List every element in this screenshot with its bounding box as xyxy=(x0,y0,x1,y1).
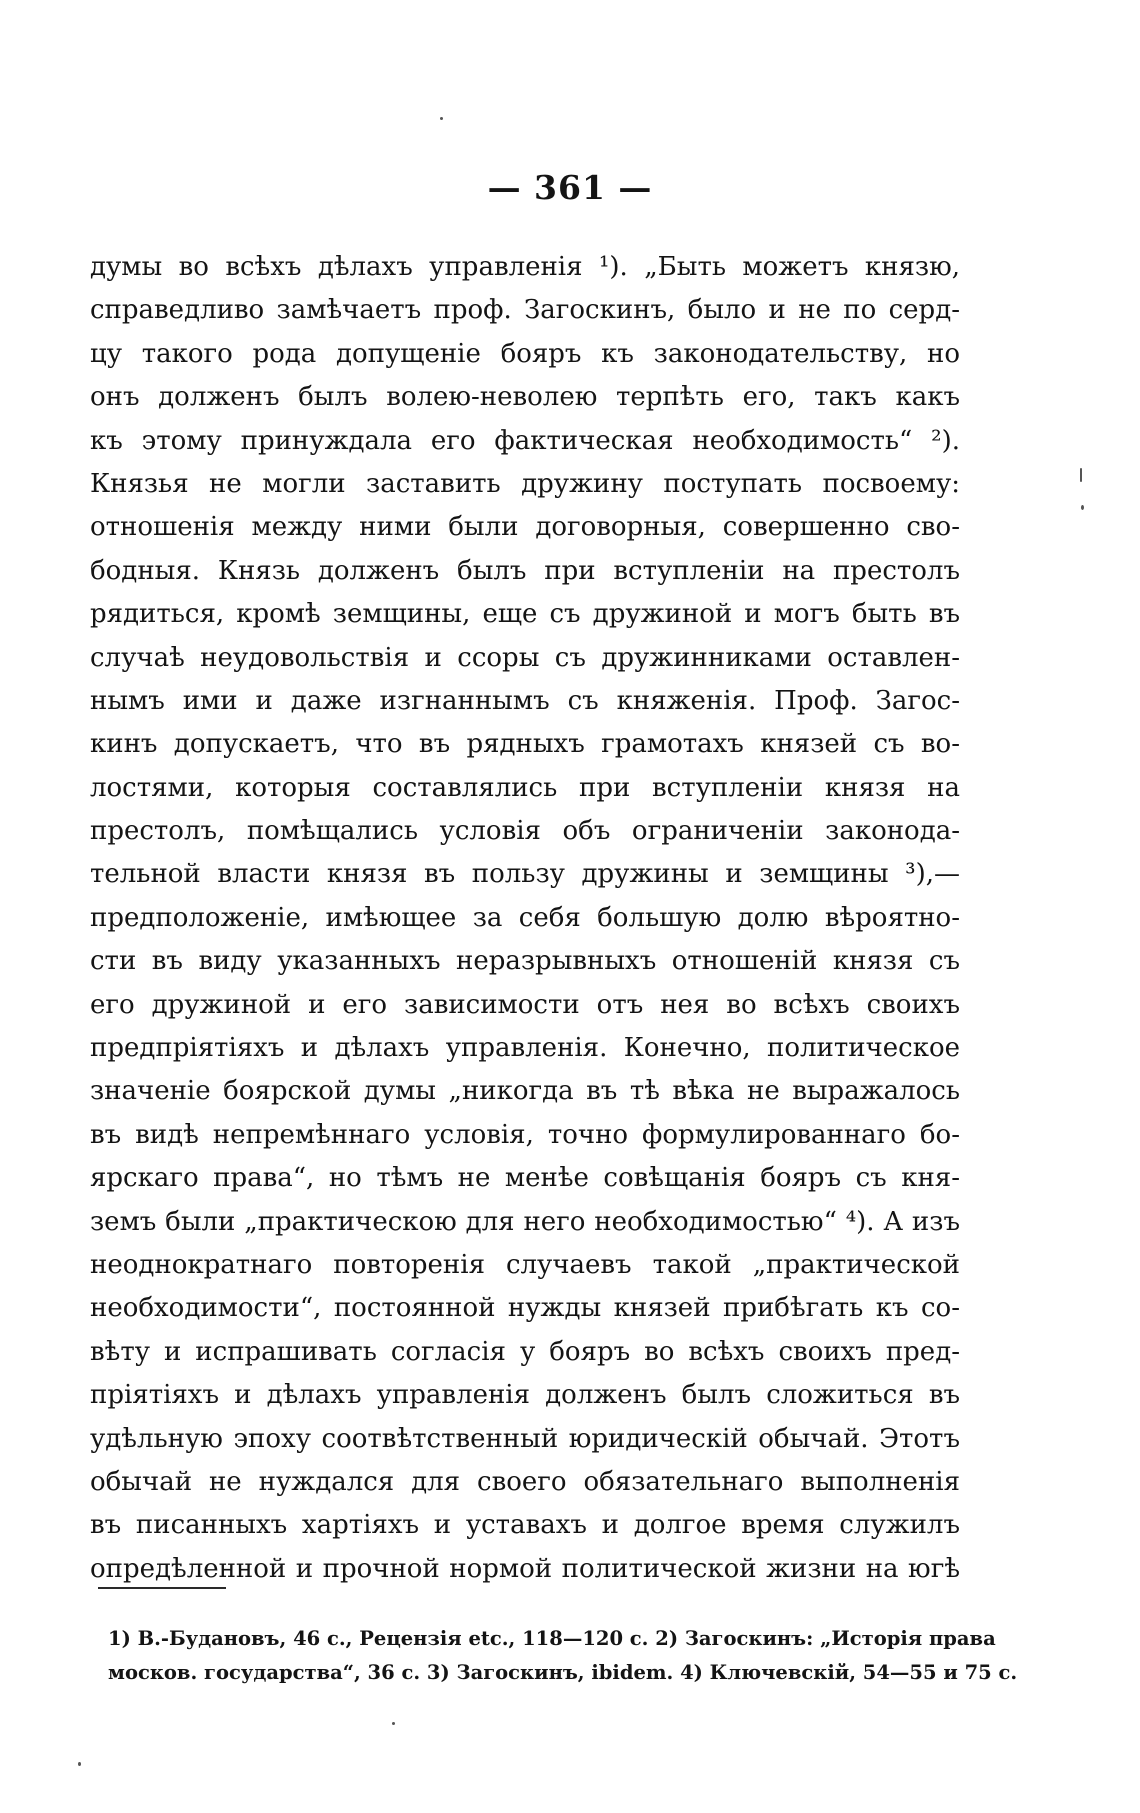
footnote-line: москов. государства“, 36 с. 3) Загоскинъ, ibidem. 4) Ключевскій, 54—55 и 75 с. xyxy=(108,1661,1018,1684)
text-line: пріятіяхъ и дѣлахъ управленія долженъ былъ сложиться въ xyxy=(90,1380,960,1411)
text-line: опредѣленной и прочной нормой политической жизни на югѣ xyxy=(90,1553,960,1584)
scan-speck xyxy=(1080,468,1082,482)
text-line: вѣту и испрашивать согласія у бояръ во всѣхъ своихъ пред- xyxy=(90,1336,960,1367)
body-text xyxy=(90,246,960,1591)
footnote-line: 1) В.-Будановъ, 46 с., Рецензія etc., 118—120 с. 2) Загоскинъ: „Исторія права xyxy=(108,1627,996,1650)
text-line: нымъ ими и даже изгнаннымъ съ княженія. Проф. Загос- xyxy=(90,685,960,716)
text-line: справедливо замѣчаетъ проф. Загоскинъ, было и не по серд- xyxy=(90,295,960,326)
text-line: ярскаго права“, но тѣмъ не менѣе совѣщанія бояръ съ кня- xyxy=(90,1163,960,1194)
text-line: думы во всѣхъ дѣлахъ управленія ¹). „Быть можетъ князю, xyxy=(90,252,960,282)
text-line: неоднократнаго повторенія случаевъ такой „практической xyxy=(90,1249,960,1280)
text-line: необходимости“, постоянной нужды князей прибѣгать къ со- xyxy=(90,1293,960,1324)
text-line: кинъ допускаетъ, что въ рядныхъ грамотахъ князей съ во- xyxy=(90,729,960,760)
text-line: значеніе боярской думы „никогда въ тѣ вѣка не выражалось xyxy=(90,1076,960,1107)
text-line: онъ долженъ былъ волею-неволею терпѣть его, такъ какъ xyxy=(90,382,960,413)
text-line: земъ были „практическою для него необходимостью“ ⁴). А изъ xyxy=(90,1206,960,1237)
text-line: предположеніе, имѣющее за себя большую долю вѣроятно- xyxy=(90,902,960,933)
text-line: случаѣ неудовольствія и ссоры съ дружинниками оставлен- xyxy=(90,642,960,673)
text-line: его дружиной и его зависимости отъ нея во всѣхъ своихъ xyxy=(90,989,960,1020)
text-line: въ писанныхъ хартіяхъ и уставахъ и долгое время служилъ xyxy=(90,1510,960,1541)
text-line: цу такого рода допущеніе бояръ къ законодательству, но xyxy=(90,338,960,369)
text-line: сти въ виду указанныхъ неразрывныхъ отношеній князя съ xyxy=(90,946,960,977)
scan-speck xyxy=(440,117,443,120)
text-line: отношенія между ними были договорныя, совершенно сво- xyxy=(90,512,960,543)
text-line: престолъ, помѣщались условія объ ограниченіи законода- xyxy=(90,816,960,847)
text-line: обычай не нуждался для своего обязательнаго выполненія xyxy=(90,1466,960,1497)
text-line: къ этому принуждала его фактическая необходимость“ ²). xyxy=(90,425,960,456)
scan-speck xyxy=(78,1762,81,1766)
text-line: тельной власти князя въ пользу дружины и земщины ³),— xyxy=(90,859,960,890)
text-line: въ видѣ непремѣннаго условія, точно формулированнаго бо- xyxy=(90,1119,960,1150)
footnotes xyxy=(108,1622,1018,1690)
text-line: удѣльную эпоху соотвѣтственный юридическій обычай. Этотъ xyxy=(90,1423,960,1454)
text-line: предпріятіяхъ и дѣлахъ управленія. Конечно, политическое xyxy=(90,1033,960,1064)
text-line: лостями, которыя составлялись при вступленіи князя на xyxy=(90,772,960,803)
scan-speck xyxy=(1081,505,1084,510)
page-number: — 361 — xyxy=(487,168,653,207)
scan-speck xyxy=(392,1722,395,1725)
footnote-divider xyxy=(98,1587,226,1589)
text-line: рядиться, кромѣ земщины, еще съ дружиной и могъ быть въ xyxy=(90,599,960,630)
text-line: Князья не могли заставить дружину поступать посвоему: xyxy=(90,468,960,499)
text-line: бодныя. Князь долженъ былъ при вступленіи на престолъ xyxy=(90,555,960,586)
